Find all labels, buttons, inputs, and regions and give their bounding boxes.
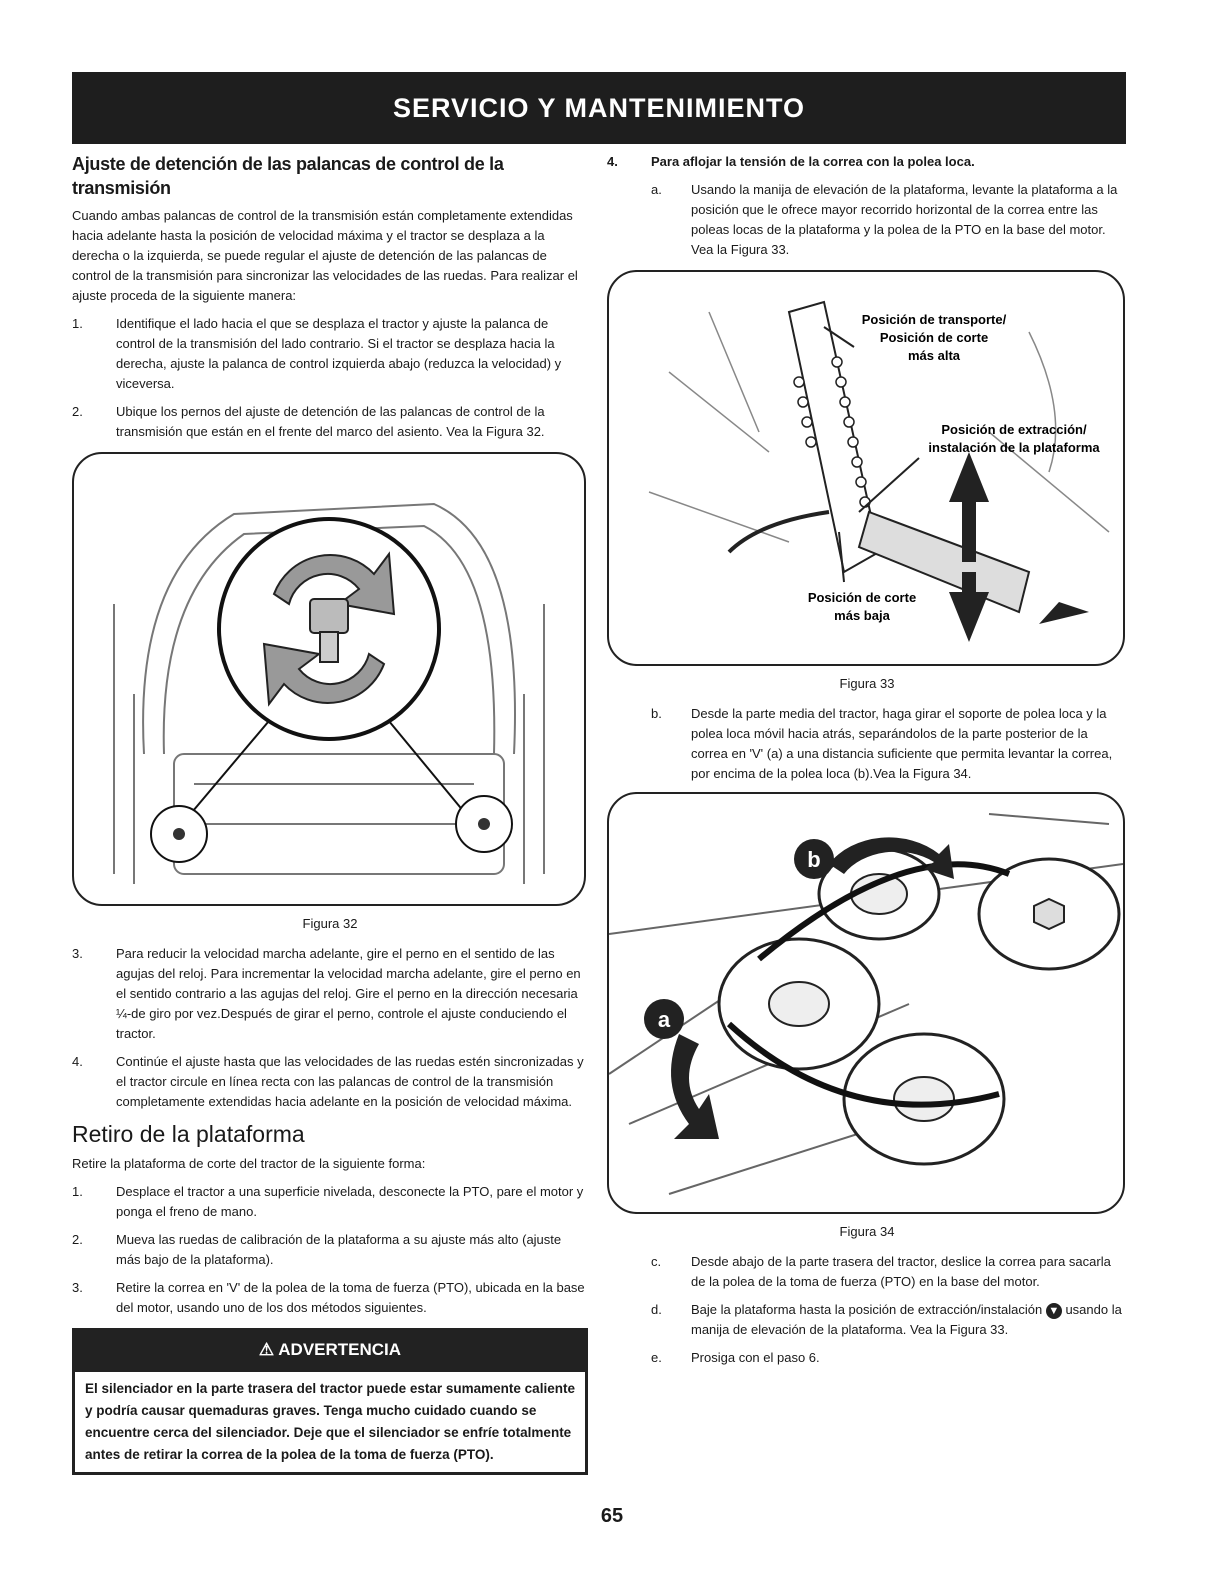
- label-cut-high: Posición de corte: [879, 330, 989, 345]
- bolt-icon: [310, 599, 348, 633]
- label-cut-high-2: más alta: [907, 348, 961, 363]
- deck-removal-position-icon: ▼: [1046, 1303, 1062, 1319]
- step-text: Desde abajo de la parte trasera del tractor, deslice la correa para sacarla de la polea de la toma de fuerza (PTO) en la base del motor.: [691, 1254, 1111, 1289]
- figure-34-caption: Figura 34: [839, 1224, 895, 1239]
- section-title-adjust: Ajuste de detención de las palancas de control de la transmisión: [72, 154, 504, 198]
- step-title: Para aflojar la tensión de la correa con la polea loca.: [651, 154, 975, 169]
- list-item: [607, 152, 1127, 172]
- section-title-deck-removal: Retiro de la plataforma: [72, 1121, 305, 1147]
- section-banner: SERVICIO Y MANTENIMIENTO: [72, 72, 1126, 144]
- list-item: [72, 402, 588, 442]
- list-item: [72, 314, 588, 394]
- left-column: [72, 152, 588, 1475]
- figure-33: [607, 270, 1125, 666]
- figure-32-illustration: [74, 454, 584, 904]
- side-arrow-icon: [1039, 602, 1089, 624]
- step-number: 3.: [72, 946, 83, 961]
- rotate-arrow-a-icon: [671, 1034, 719, 1139]
- list-item: [72, 944, 588, 1044]
- step-number: 4.: [72, 1054, 83, 1069]
- pin-icon: [729, 512, 829, 552]
- list-item: [72, 1052, 588, 1112]
- figure-32-caption: Figura 32: [302, 916, 358, 931]
- step-number: 3.: [72, 1280, 83, 1295]
- list-item: [651, 180, 1127, 260]
- list-item: [651, 1300, 1127, 1340]
- list-item: [651, 704, 1127, 784]
- warning-text: El silenciador en la parte trasera del tractor puede estar sumamente caliente y podría causar quemaduras graves. Tenga mucho cuidado cuando se encuentre cerca del silenciador. Deje que el silenciador se enfríe totalmente antes de retirar la correa de la polea de la toma de fuerza (PTO).: [72, 1372, 588, 1475]
- warning-triangle-icon: ⚠: [258, 1340, 275, 1359]
- step-text: [691, 1300, 1127, 1340]
- warning-box: [72, 1328, 588, 1475]
- figure-33-caption: Figura 33: [839, 676, 895, 691]
- step-text: Retire la correa en 'V' de la polea de la toma de fuerza (PTO), ubicada en la base del motor, usando uno de los dos métodos siguientes.: [116, 1280, 585, 1315]
- label-installation: instalación de la plataforma: [928, 440, 1100, 455]
- figure-33-illustration: [609, 272, 1123, 664]
- label-cut-low: Posición de corte: [807, 590, 917, 605]
- step-number: 1.: [72, 316, 83, 331]
- step-text: Identifique el lado hacia el que se desplaza el tractor y ajuste la palanca de control de la transmisión del lado contrario. Si el tractor se desplaza hacia la derecha, ajuste la palanca de control izquierda abajo (reduzca la velocidad) y viceversa.: [116, 316, 562, 391]
- label-transport: Posición de transporte/: [861, 312, 1007, 327]
- warning-title: ADVERTENCIA: [278, 1340, 402, 1359]
- step-text: Continúe el ajuste hasta que las velocidades de las ruedas estén sincronizadas y el tractor circule en línea recta con las palancas de control de la transmisión completamente extendidas hacia adelante en la posición de velocidad máxima.: [116, 1054, 584, 1109]
- step-text: Prosiga con el paso 6.: [691, 1350, 820, 1365]
- step-text: Ubique los pernos del ajuste de detención de las palancas de control de la transmisión que están en el frente del marco del asiento. Vea la Figura 32.: [116, 404, 545, 439]
- intro-paragraph: Cuando ambas palancas de control de la transmisión están completamente extendidas hacia adelante hasta la posición de velocidad máxima y el tractor se desplaza a la derecha o la izquierda, se puede regular el ajuste de detención de las palancas de control de la transmisión para sincronizar las velocidades de las ruedas. Para realizar el ajuste proceda de la siguiente manera:: [72, 208, 578, 303]
- list-item: [651, 1348, 1127, 1368]
- step-letter: c.: [651, 1254, 662, 1269]
- right-column: [607, 152, 1127, 1376]
- step-number: 1.: [72, 1184, 83, 1199]
- figure-32: [72, 452, 586, 906]
- step-text: Desde la parte media del tractor, haga girar el soporte de polea loca y la polea loca móvil hacia atrás, separándolos de la parte posterior de la correa en 'V' (a) a una distancia suficiente que permita levantar la correa, por encima de la polea loca (b).Vea la Figura 34.: [691, 706, 1113, 781]
- step-number: 4.: [607, 154, 618, 169]
- label-cut-low-2: más baja: [834, 608, 890, 623]
- warning-header: [72, 1328, 588, 1372]
- marker-a-label: a: [657, 1007, 671, 1032]
- step-letter: e.: [651, 1350, 662, 1365]
- step-text-after: usando la manija de elevación de la plataforma. Vea la Figura 33.: [691, 1302, 1122, 1337]
- step-letter: b.: [651, 706, 662, 721]
- step-text: Mueva las ruedas de calibración de la plataforma a su ajuste más alto (ajuste más bajo de la plataforma).: [116, 1232, 562, 1267]
- figure-34-illustration: [609, 794, 1123, 1212]
- step-number: 2.: [72, 1232, 83, 1247]
- step-text: Usando la manija de elevación de la plataforma, levante la plataforma a la posición que le ofrece mayor recorrido horizontal de la correa entre las poleas locas de la plataforma y la polea de la PTO en la base del motor. Vea la Figura 33.: [691, 182, 1118, 257]
- list-item: [72, 1230, 588, 1270]
- figure-34: [607, 792, 1125, 1214]
- list-item: [72, 1278, 588, 1318]
- step-number: 2.: [72, 404, 83, 419]
- step-letter: d.: [651, 1302, 662, 1317]
- marker-b-label: b: [807, 847, 821, 872]
- list-item: [651, 1252, 1127, 1292]
- label-extraction: Posición de extracción/: [941, 422, 1087, 437]
- step-letter: a.: [651, 182, 662, 197]
- step-text: Para reducir la velocidad marcha adelante, gire el perno en el sentido de las agujas del reloj. Para incrementar la velocidad marcha adelante, gire el perno en el sentido contrario a las agujas del reloj. Gire el perno en la dirección necesaria ¼-de giro por vez.Después de girar el perno, controle el ajuste conduciendo el tractor.: [116, 946, 581, 1041]
- deck-removal-intro: Retire la plataforma de corte del tractor de la siguiente forma:: [72, 1156, 426, 1171]
- list-item: [72, 1182, 588, 1222]
- page-number: 65: [600, 1505, 624, 1527]
- step-text: Desplace el tractor a una superficie nivelada, desconecte la PTO, pare el motor y ponga el freno de mano.: [116, 1184, 584, 1219]
- step-text-before: Baje la plataforma hasta la posición de extracción/instalación: [691, 1302, 1043, 1317]
